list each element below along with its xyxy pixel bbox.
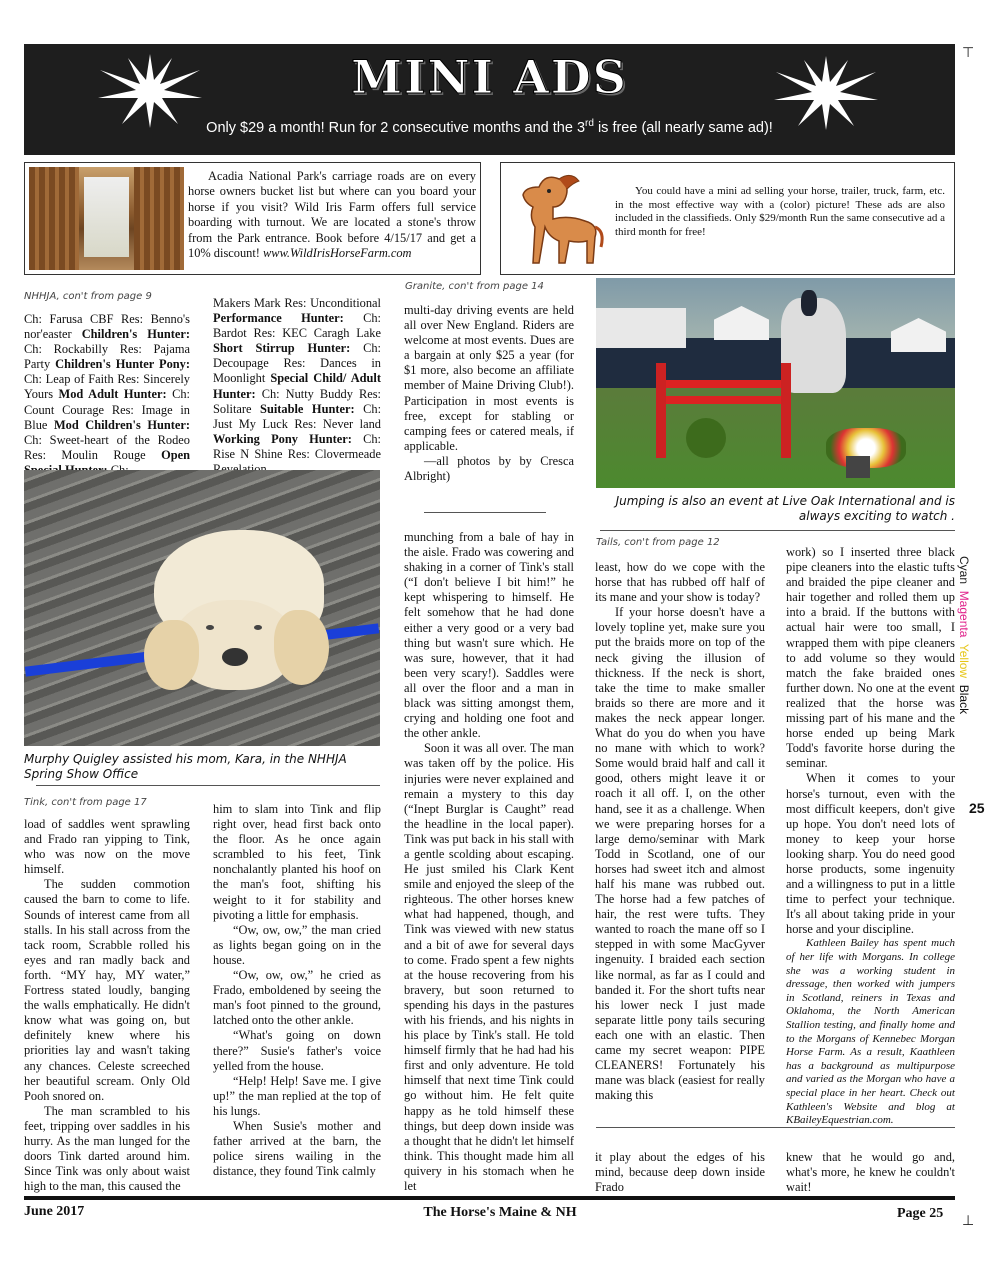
story-paragraph: “Help! Help! Save me. I give up!” the man replied at the top of his lungs. [213,1073,381,1118]
division-name: Mod Children's Hunter: [53,417,190,432]
division-name: Special Child/ Adult Hunter: [213,371,382,401]
article-paragraph: least, how do we cope with the horse that has rubbed off half of its mane and your show is today? [595,560,765,605]
result-text: Ch: Count Courage Res: Image in Blue [24,387,191,432]
show-jumping-photo [596,278,955,488]
division-name: Children's Hunter Pony: [55,357,190,372]
footer-rule [24,1196,955,1200]
barn-aisle-photo [29,167,184,270]
result-text: Ch: Bardot Res: KEC Caragh Lake [213,311,381,341]
nhhja-results-col1 [24,312,190,478]
color-label-yellow: Yellow [957,643,971,679]
footer-page-number: Page 25 [897,1206,944,1221]
article-paragraph: If your horse doesn't have a lovely topline yet, make sure you put the braids more on top of the neck giving the illusion of thickness. If the neck is short, take the time to make smaller braids so there are more and it makes the neck appear longer. What do you do when you have no mane with which to work? Some would braid half and call it good, others might leave it or roach it all off. I, on the other hand, see it as a challenge. When we were preparing horses for a large demo/seminar with Mark Todd in Scotland, one of our horses had sweet itch and almost half his mane was rubbed out. The horse had a few patches of hair, the rest were tufts. They wanted to roach the mane off so I stepped in with some MacGyver ingenuity. I braided each section like normal, as far as I could and banded it. For the short tufts near his lower neck I just made separate little pony tails securing each one with an elastic. Then came my secret weapon: PIPE CLEANERS! Fortunately his mane was black (easiest for really making this [595,605,765,1103]
registration-mark-top: ⊤ [962,44,975,60]
mini-ad-promo [500,162,955,275]
story-paragraph: him to slam into Tink and flip right over, head first back onto the floor. As he once again scrambled to his feet, Tink nonchalantly planted his hoof on the man's foot, shifting his weight to it for stability and pivoting a little for emphasis. [213,802,381,922]
puppy-photo [24,470,380,746]
story-paragraph: it play about the edges of his mind, because deep down inside Frado [595,1150,765,1195]
divider [424,512,546,513]
jumping-photo-caption: Jumping is also an event at Live Oak International and is always exciting to watch . [615,494,955,523]
tink-story-col2 [213,802,381,1179]
article-paragraph: When it comes to your horse's turnout, even with the most difficult keepers, don't give up hope. You don't need lots of money to keep your horse looking sharp. You do need good horse products, some ingenuity and a willingness to put in a little time to perfect your technique. It's all about taking pride in your horse and your discipline. [786,771,955,937]
color-registration-bar [957,556,971,736]
registration-mark-bottom: ⊥ [962,1212,975,1228]
division-name: Performance Hunter: [213,311,344,326]
wild-iris-ad-text: Acadia National Park's carriage roads are on every horse owners bucket list but where can you board your horse if you visit? Wild Iris Farm offers full service boarding with turnout. We are located a stone's throw from the Park entrance. Book before 4/15/17 and get a 10% discount! [188,169,476,261]
story-paragraph: “Ow, ow, ow,” he cried as Frado, emboldened by seeing the man's foot pinned to the ground, latched onto the other ankle. [213,968,381,1028]
mini-ads-banner [24,44,955,155]
color-label-cyan: Cyan [957,556,971,585]
result-text: Ch: Nutty Buddy Res: Solitare [213,386,381,416]
divider [36,785,380,786]
puppy-photo-caption: Murphy Quigley assisted his mom, Kara, in the NHHJA Spring Show Office [24,752,347,781]
story-paragraph: load of saddles went sprawling and Frado ran yipping to Tink, who was now on the move himself. [24,817,190,877]
tails-article-col1 [595,560,765,1103]
nhhja-continued-label: NHHJA, con't from page 9 [24,291,152,302]
story-paragraph: “What's going on down there?” Susie's father's voice yelled from the house. [213,1028,381,1073]
story-paragraph: knew that he would go and, what's more, he knew he couldn't wait! [786,1150,955,1195]
tink-story-col3 [404,530,574,1194]
result-text: Ch: Just My Luck Res: Never land [213,401,382,431]
divider [600,530,955,531]
story-paragraph: Soon it was all over. The man was taken off by the police. His injuries were never explained and remain a mystery to this day (“Inept Burglar is Caught” read the headline in the local paper). Tink was put back in his stall with a gentle scolding about escaping. He just smiled his Clark Kent smile and enjoyed the sleep of the righteous. The other horses knew what had happened, though, and Tink was viewed with new status and a bit of awe for several days to come. Frado spent a few nights at the house recovering from his bravery, but soon returned to spending his days in the pastures with his friends, and his nights in his place by Tink's stall. He told himself firmly that he had had his first and only adventure. He told himself that next time Tink could go without him. He felt quite happy as he told himself these things, but deep down inside was a thought that he didn't let himself think. This thought made him all quivery in his stomach when he let [404,741,574,1194]
result-text: Makers Mark Res: Unconditional [213,296,381,310]
photo-credit: —all photos by by Cresca Albright) [404,453,574,484]
mini-ad-wild-iris [24,162,481,275]
result-text: Ch: Rise N Shine Res: Clovermeade [213,431,381,461]
wild-iris-url[interactable]: www.WildIrisHorseFarm.com [263,246,412,261]
granite-article-text [404,303,574,484]
result-text: Ch: Rockabilly Res: Pajama Party [24,342,190,372]
article-paragraph: work) so I inserted three black pipe cleaners into the elastic tufts and braided the pipe cleaner and hair together and rolled them up into a braid. If the buttons with actual hair were too small, I wrapped them with pipe cleaners to add volume so they would match the fake braided ones further down. No one at the event realized that the horse was missing part of his mane and the horse ended up being Mark Todd's favorite horse during the seminar. [786,545,955,771]
banner-subtitle: Only $29 a month! Run for 2 consecutive months and the 3rd is free (all nearly same ad)! [206,118,773,136]
footer-publication: The Horse's Maine & NH [423,1205,577,1220]
story-paragraph: When Susie's mother and father arrived at the barn, the police sirens wailing in the distance, they found Tink calmly [213,1118,381,1179]
result-text: Ch: Leap of Faith Res: Sincerely Yours [24,372,190,402]
tink-story-col4 [595,1150,765,1195]
division-name: Short Stirrup Hunter: [213,341,351,356]
color-label-black: Black [957,684,971,715]
tink-continued-label: Tink, con't from page 17 [24,797,147,808]
nhhja-results-col2 [213,296,381,477]
color-label-magenta: Magenta [957,590,971,638]
division-name: Working Pony Hunter: [213,431,352,446]
story-paragraph: “Ow, ow, ow,” the man cried as lights began going on in the house. [213,922,381,967]
result-text: Ch: Farusa CBF Res: Benno's nor'easter [24,312,190,342]
side-page-number: 25 [969,800,985,816]
banner-title: MINI ADS [351,50,628,104]
footer-date: June 2017 [24,1204,85,1219]
result-text: Ch: Decoupage Res: Dances in Moonlight [213,341,381,386]
division-name: Children's Hunter: [81,327,190,342]
story-paragraph: munching from a bale of hay in the aisle. Frado was cowering and shaking in a corner of Tink's stall (“I don't believe I bit him!” he kept whispering to himself. He felt somehow that he had done either a very good or a very bad thing but wasn't sure which. He was sure, however, that it had been very scary!). Saddles were all over the floor and a man in black was sitting amongst them, crying and holding one foot and the other ankle. [404,530,574,741]
division-name: Mod Adult Hunter: [58,387,167,402]
tails-article-col2 [786,545,955,1128]
division-name: Open [161,447,190,462]
division-name: Suitable Hunter: [260,401,355,416]
story-paragraph: The man scrambled to his feet, tripping over saddles in his hurry. As the man lunged for the doors Tink darted around him. Since Tink was only about waist high to the man, this caused the [24,1103,190,1194]
tink-story-col5 [786,1150,955,1195]
author-bio: Kathleen Bailey has spent much of her life with Morgans. In college she was a working student in dressage, then worked with jumpers in Scotland, reiners in Texas and Oklahoma, the North American Stallion testing, and finally home and to the Morgans of Kennebec Morgan Horse Farm. As a result, Kaathleen has a background as multipurpose and varied as the Morgan who have a special place in her heart. Check out Kathleen's Website and blog at KBaileyEquestrian.com. [786,937,955,1127]
granite-paragraph: multi-day driving events are held all over New England. Riders are welcome at most events. Dues are a bargain at only $25 a year (for $1 more, also become an affiliate member of Maine Driving Club!). Participation in most events is free, except for stabling or camping fees or catered meals, if applicable. [404,303,574,453]
cartoon-horse-icon [509,167,605,271]
tails-continued-label: Tails, con't from page 12 [596,537,720,548]
granite-continued-label: Granite, con't from page 14 [405,281,544,292]
result-text: Ch: Sweet-heart of the Rodeo Res: Moulin Rouge [24,432,190,462]
promo-ad-text: You could have a mini ad selling your horse, trailer, truck, farm, etc. in the most effective way with a (color) picture! These ads are also included in the classifieds. Only $29/month Run the same consecutive ad a third month for free! [615,185,945,238]
tink-story-col1 [24,817,190,1194]
story-paragraph: The sudden commotion caused the barn to come to life. Sounds of interest came from all stalls. In his stall across from the tack room, Scrabble rolled his eyes and ran madly back and forth. “MY hay, MY water,” Fortress stated loudly, banging the walls emphatically. He didn't know what was going on, but definitely knew where his priorities lay and wasn't taking any chances. Celeste screeched her beautiful scream. Only Old Pooh snored on. [24,877,190,1103]
